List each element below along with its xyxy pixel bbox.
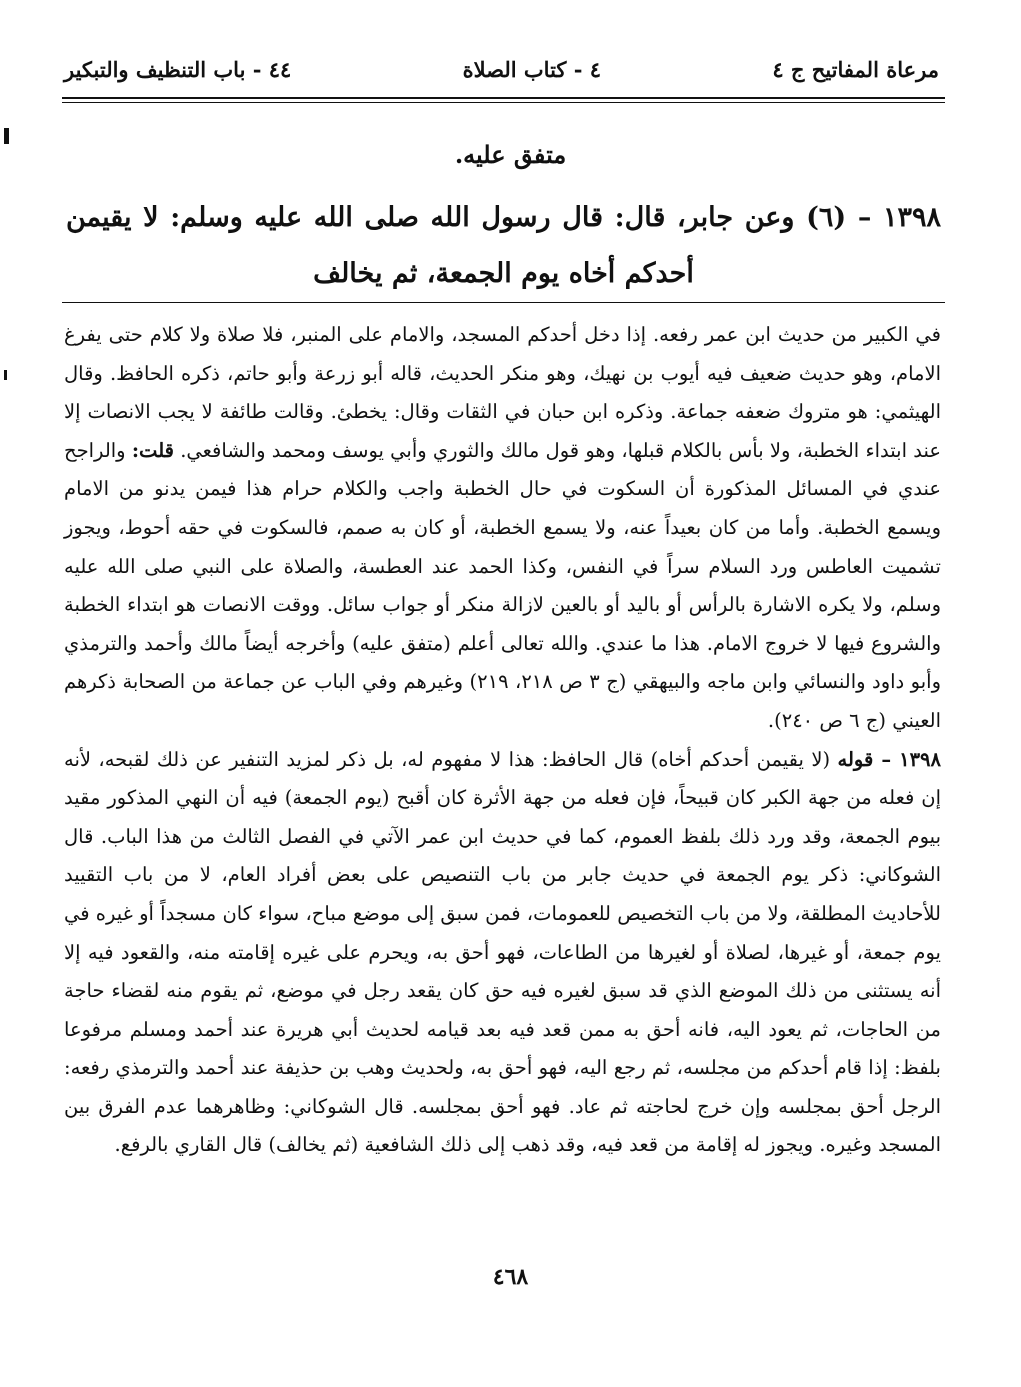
commentary-text-continued: والراجح عندي في المسائل المذكورة أن السكوت في حال الخطبة واجب والكلام حرام هذا فيمن يدنو من الامام ويسمع الخطبة. وأما من كان بعيداً عنه، ولا يسمع الخطبة، أو كان به صمم، فالسكوت في حقه أحوط، ويجوز تشميت العاطس ورد السلام سراً في النفس، وكذا الحمد عند العطسة، والصلاة على النبي صلى الله عليه وسلم، ولا يكره الاشارة بالرأس أو باليد أو بالعين لازالة منكر أو جواب سائل. ووقت الانصات هو ابتداء الخطبة والشروع فيها لا خروج الامام. هذا ما عندي. والله تعالى أعلم (متفق عليه) وأخرجه أيضاً مالك وأحمد والترمذي وأبو داود والنسائي وابن ماجه والبيهقي (ج ٣ ص ٢١٨، ٢١٩) وغيرهم وفي الباب عن جماعة من الصحابة ذكرهم العيني (ج ٦ ص ٢٤٠).	[64, 438, 942, 732]
running-header	[64, 44, 939, 94]
hadith-divider	[62, 302, 945, 303]
header-divider	[62, 97, 945, 99]
margin-mark	[4, 128, 9, 144]
commentary-text: في الكبير من حديث ابن عمر رفعه. إذا دخل أحدكم المسجد، والامام على المنبر، فلا صلاة ولا كلام حتى يفرغ الامام، وهو حديث ضعيف فيه أيوب بن نهيك، وهو منكر الحديث، قاله أبو زرعة وأبو حاتم، ذكره الحافظ. وقال الهيثمي: هو متروك ضعفه جماعة. وذكره ابن حبان في الثقات وقال: يخطئ. وقالت طائفة لا يجب الانصات إلا عند ابتداء الخطبة، ولا بأس بالكلام قبلها، وهو قول مالك والثوري وأبي يوسف ومحمد والشافعي.	[64, 323, 941, 462]
margin-mark	[4, 370, 7, 380]
qawluhu-label: ١٣٩٨ – قوله	[837, 747, 942, 771]
header-chapter: ٤ - كتاب الصلاة	[462, 56, 602, 82]
commentary-paragraph	[64, 316, 941, 741]
mutaffaq-alayh-note: متفق عليه.	[454, 140, 567, 169]
page-number: ٤٦٨	[492, 1264, 529, 1290]
hadith-text: ١٣٩٨ – (٦) وعن جابر، قال: قال رسول الله صلى الله عليه وسلم: لا يقيمن أحدكم أخاه يوم الجمعة، ثم يخالف	[66, 202, 941, 289]
commentary-text-2: (لا يقيمن أحدكم أخاه) قال الحافظ: هذا لا مفهوم له، بل ذكر لمزيد التنفير عن ذلك لقبحه، لأنه إن فعله من جهة الكبر كان قبيحاً، فإن فعله من جهة الأثرة كان أقبح (يوم الجمعة) فيه أن النهي المذكور مقيد بيوم الجمعة، وقد ورد ذلك بلفظ العموم، كما في حديث ابن عمر الآتي في الفصل الثالث من هذا الباب. قال الشوكاني: ذكر يوم الجمعة في حديث جابر من باب التنصيص على بعض أفراد العام، لا من باب التقييد للأحاديث المطلقة، ولا من باب التخصيص للعمومات، فمن سبق إلى موضع مباح، سواء كان مسجداً أو غيره في يوم جمعة، أو غيرها، لصلاة أو لغيرها من الطاعات، فهو أحق به، ويحرم على غيره إقامته منه، والقعود فيه إلا أنه يستثنى من ذلك الموضع الذي قد سبق لغيره فيه حق كان يقعد رجل في موضع، ثم يقوم منه لقضاء حاجة من الحاجات، ثم يعود اليه، فانه أحق به ممن قعد فيه بعد قيامه لحديث أبي هريرة عند أحمد ومسلم مرفوعا بلفظ: إذا قام أحدكم من مجلسه، ثم رجع اليه، فهو أحق به، ولحديث وهب بن حذيفة عند أحمد والترمذي رفعه: الرجل أحق بمجلسه وإن خرج لحاجته ثم عاد. فهو أحق بمجلسه. قال الشوكاني: وظاهرهما عدم الفرق بين المسجد وغيره. ويجوز له إقامة من قعد فيه، وقد ذهب إلى ذلك الشافعية (ثم يخالف) قال القاري بالرفع.	[64, 747, 941, 1157]
qultu-label: قلت:	[131, 438, 174, 462]
commentary-paragraph-2	[64, 741, 941, 1166]
header-book-volume: مرعاة المفاتيح ج ٤	[772, 56, 939, 82]
header-divider-thin	[62, 102, 945, 103]
header-section: ٤٤ - باب التنظيف والتبكير	[64, 56, 292, 82]
commentary-body	[64, 316, 941, 1165]
